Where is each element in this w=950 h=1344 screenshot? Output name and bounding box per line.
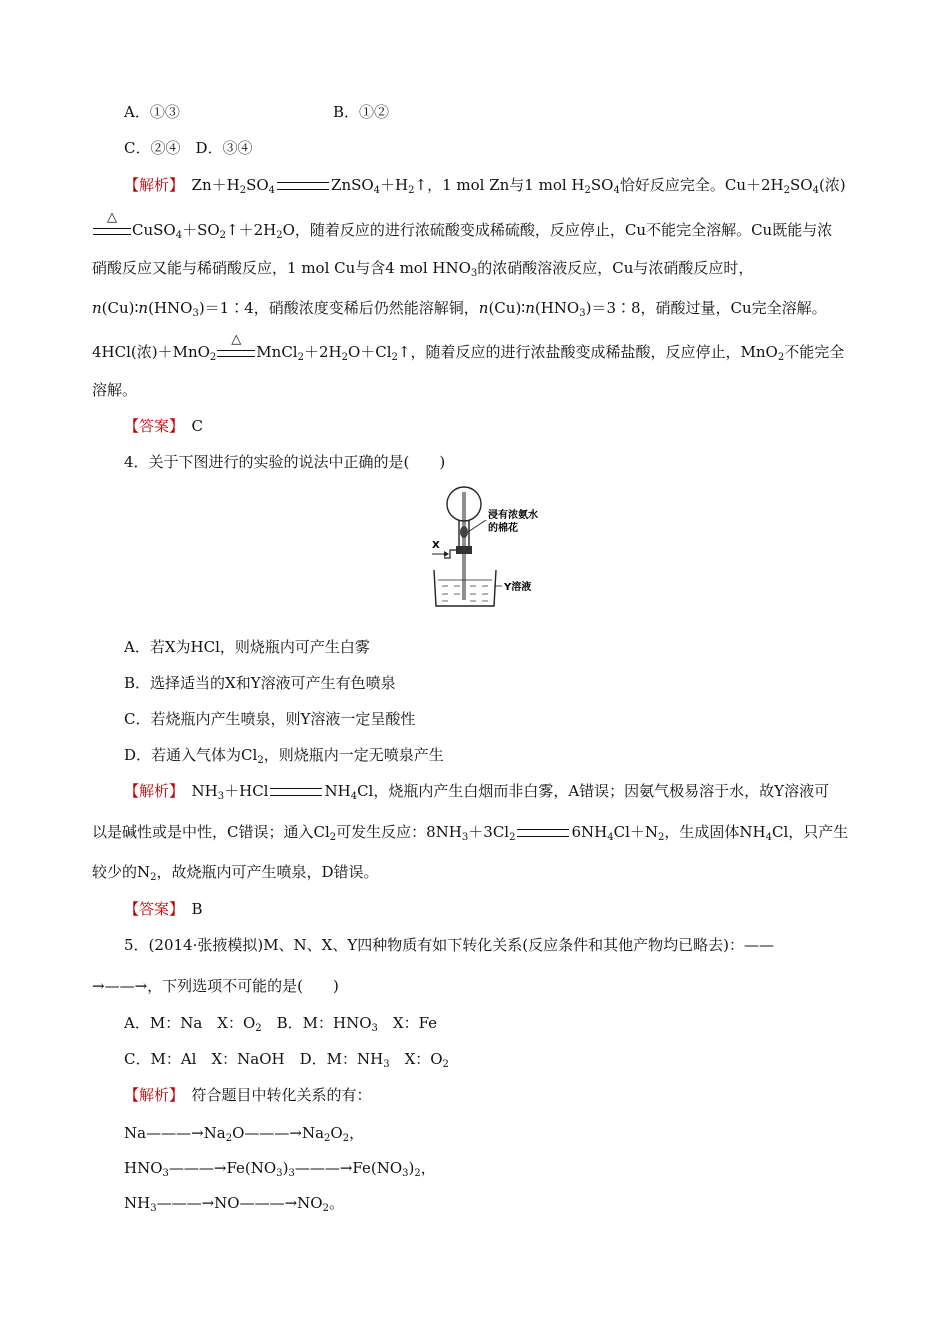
q3-option-a: A．①③ bbox=[124, 103, 180, 121]
q4-analysis-line3: 较少的$N_2$，故烧瓶内可产生喷泉，D错误。 bbox=[92, 863, 379, 883]
q4-option-c: C．若烧瓶内产生喷泉，则Y溶液一定呈酸性 bbox=[124, 710, 416, 728]
q5-stem-2: →——→，下列选项不可能的是( ) bbox=[92, 977, 339, 995]
q4-analysis-line1: 【解析】 $NH_3+HCl$ $NH_4Cl$，烧瓶内产生白烟而非白雾，A错误；因氨气极易溶于水，故Y溶液可 bbox=[124, 782, 830, 802]
q3-analysis-line1: 【解析】 $Zn+H_2SO_4$ $ZnSO_4+H_2↑$，1 mol Zn与1 mol $H_2SO_4$恰好反应完全。$Cu+2H_2SO_4$(浓) bbox=[124, 176, 846, 196]
q5-chain-2: $HNO_3———\to Fe(NO_3)_3———\to Fe(NO_3)_2$， bbox=[124, 1159, 436, 1179]
q5-option-cd: C．M：Al X：NaOH D．M：$NH_3$ X：$O_2$ bbox=[124, 1050, 449, 1070]
q3-analysis-line4: $n(Cu)∶n(HNO_3)=1∶4$，硝酸浓度变稀后仍然能溶解铜，$n(Cu)∶n(HNO_3)=3∶8$，硝酸过量，Cu完全溶解。 bbox=[92, 299, 827, 319]
q4-analysis-line2: 以是碱性或是中性，C错误；通入$Cl_2$可发生反应：$8NH_3+3Cl_2$ $6NH_4Cl+N_2$，生成固体$NH_4Cl$，只产生 bbox=[92, 823, 849, 843]
q3-analysis-line3: 硝酸反应又能与稀硝酸反应，1 mol Cu与含4 mol $HNO_3$的浓硝酸溶液反应，Cu与浓硝酸反应时， bbox=[92, 259, 754, 279]
q3-analysis-line5: 4HCl(浓)＋MnO$_2$ △ $MnCl_2+2H_2O+Cl_2↑$，随着反应的进行浓盐酸变成稀盐酸，反应停止，MnO$_2$不能完全 bbox=[92, 332, 845, 363]
answer-value: B bbox=[191, 900, 203, 918]
fig-label-y: Y溶液 bbox=[504, 582, 532, 593]
fig-label-x: X bbox=[432, 540, 440, 551]
q3-answer bbox=[124, 416, 203, 436]
q4-option-a: A．若X为HCl，则烧瓶内可产生白雾 bbox=[124, 638, 370, 656]
answer-tag: 【答案】 bbox=[124, 417, 177, 435]
q5-analysis-intro: 【解析】 符合题目中转化关系的有： bbox=[124, 1086, 372, 1104]
q4-option-d: D．若通入气体为$Cl_2$，则烧瓶内一定无喷泉产生 bbox=[124, 746, 444, 766]
q3-analysis-line6: 溶解。 bbox=[92, 381, 138, 399]
q5-stem-1: 5．(2014·张掖模拟)M、N、X、Y四种物质有如下转化关系(反应条件和其他产物均已略去)：—— bbox=[124, 936, 774, 954]
q5-chain-1: $Na———\to Na_2O———\to Na_2O_2$， bbox=[124, 1124, 365, 1144]
answer-tag: 【答案】 bbox=[124, 900, 177, 918]
fountain-apparatus-figure bbox=[430, 484, 560, 612]
analysis-tag: 【解析】 bbox=[124, 782, 177, 800]
q3-option-b: B．①② bbox=[333, 103, 390, 121]
q5-chain-3: $NH_3———\to NO———\to NO_2$。 bbox=[124, 1194, 344, 1214]
q4-option-b: B．选择适当的X和Y溶液可产生有色喷泉 bbox=[124, 674, 396, 692]
fig-label-cotton-2: 的棉花 bbox=[488, 523, 518, 534]
analysis-tag: 【解析】 bbox=[124, 1086, 177, 1104]
analysis-tag: 【解析】 bbox=[124, 176, 177, 194]
q4-answer bbox=[124, 899, 203, 919]
q3-analysis-line2: △ $CuSO_4+SO_2↑+2H_2O$，随着反应的进行浓硫酸变成稀硫酸，反应停止，Cu不能完全溶解。Cu既能与浓 bbox=[92, 220, 832, 240]
fig-label-cotton-1: 浸有浓氨水 bbox=[488, 510, 538, 521]
q5-option-ab: A．M：Na X：$O_2$ B．M：$HNO_3$ X：Fe bbox=[124, 1014, 438, 1034]
answer-value: C bbox=[191, 417, 204, 435]
q3-option-cd: C．②④ D．③④ bbox=[124, 139, 253, 157]
q4-stem: 4．关于下图进行的实验的说法中正确的是( ) bbox=[124, 453, 446, 471]
